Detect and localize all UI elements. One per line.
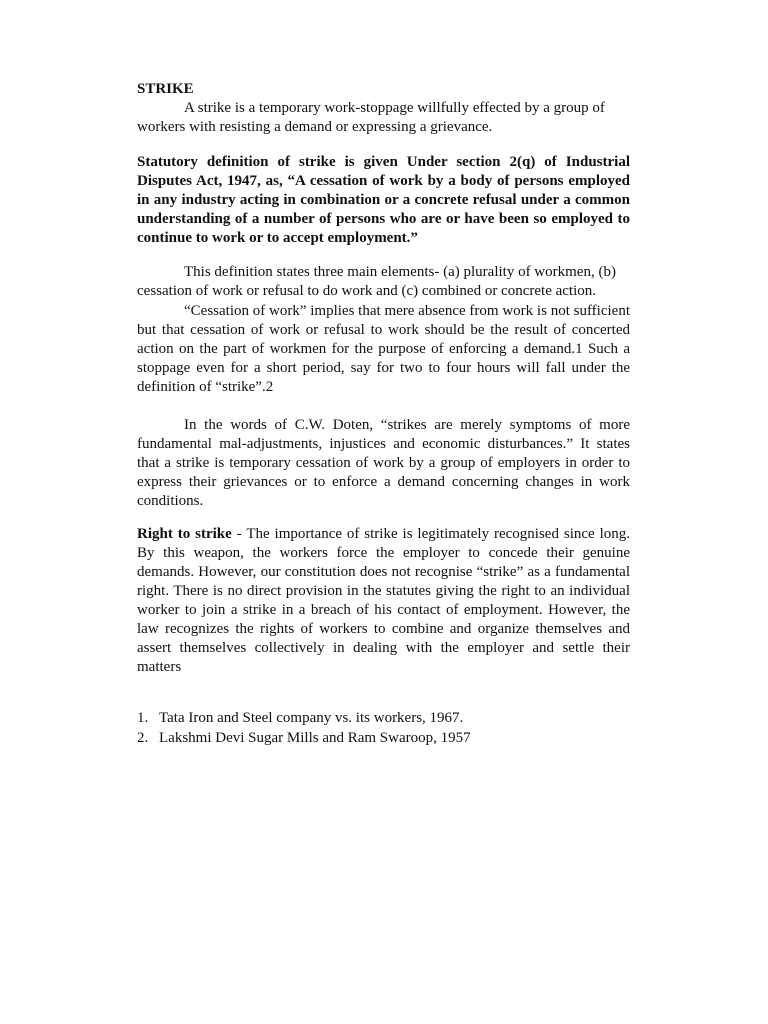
elements-paragraph: This definition states three main elements- (a) plurality of workmen, (b) cessation of work or refusal to do work and (c) combined or concrete action.	[137, 263, 616, 300]
doten-quote-paragraph: In the words of C.W. Doten, “strikes are merely symptoms of more fundamental mal-adjustments, injustices and economic disturbances.” It states that a strike is temporary cessation of work by a group of employers in order to express their grievances or to enforce a demand concerning changes in work conditions.	[137, 416, 630, 510]
footnote-number: 1.	[137, 710, 149, 727]
footnote-item	[137, 709, 630, 729]
footnote-text: Lakshmi Devi Sugar Mills and Ram Swaroop, 1957	[159, 729, 471, 746]
footnote-item	[137, 729, 630, 749]
intro-paragraph: A strike is a temporary work-stoppage willfully effected by a group of workers with resisting a demand or expressing a grievance.	[137, 100, 605, 136]
document-page	[137, 80, 630, 763]
right-to-strike-label: Right to strike	[137, 525, 232, 542]
footnote-text: Tata Iron and Steel company vs. its workers, 1967.	[159, 710, 464, 727]
footnote-list	[137, 709, 630, 748]
right-to-strike-text: - The importance of strike is legitimately recognised since long. By this weapon, the workers force the employer to concede their genuine demands. However, our constitution does not recognise “strike” as a fundamental right. There is no direct provision in the statutes giving the right to an individual worker to join a strike in a breach of his contact of employment. However, the law recognizes the rights of workers to combine and organize themselves and assert themselves collectively in dealing with the employer and settle their matters	[137, 525, 630, 676]
page-title: STRIKE	[137, 81, 194, 97]
cessation-paragraph: “Cessation of work” implies that mere absence from work is not sufficient but that cessation of work or refusal to work should be the result of concerted action on the part of workmen for the purpose of enforcing a demand.1 Such a stoppage even for a short period, say for two to four hours will fall under the definition of “strike”.2	[137, 302, 630, 396]
footnote-number: 2.	[137, 729, 149, 746]
right-to-strike-paragraph	[137, 525, 630, 678]
statutory-definition-paragraph: Statutory definition of strike is given Under section 2(q) of Industrial Disputes Act, 1947, as, “A cessation of work by a body of persons employed in any industry acting in combination or a concrete refusal under a common understanding of a number of persons who are or have been so employed to continue to work or to accept employment.”	[137, 153, 630, 247]
